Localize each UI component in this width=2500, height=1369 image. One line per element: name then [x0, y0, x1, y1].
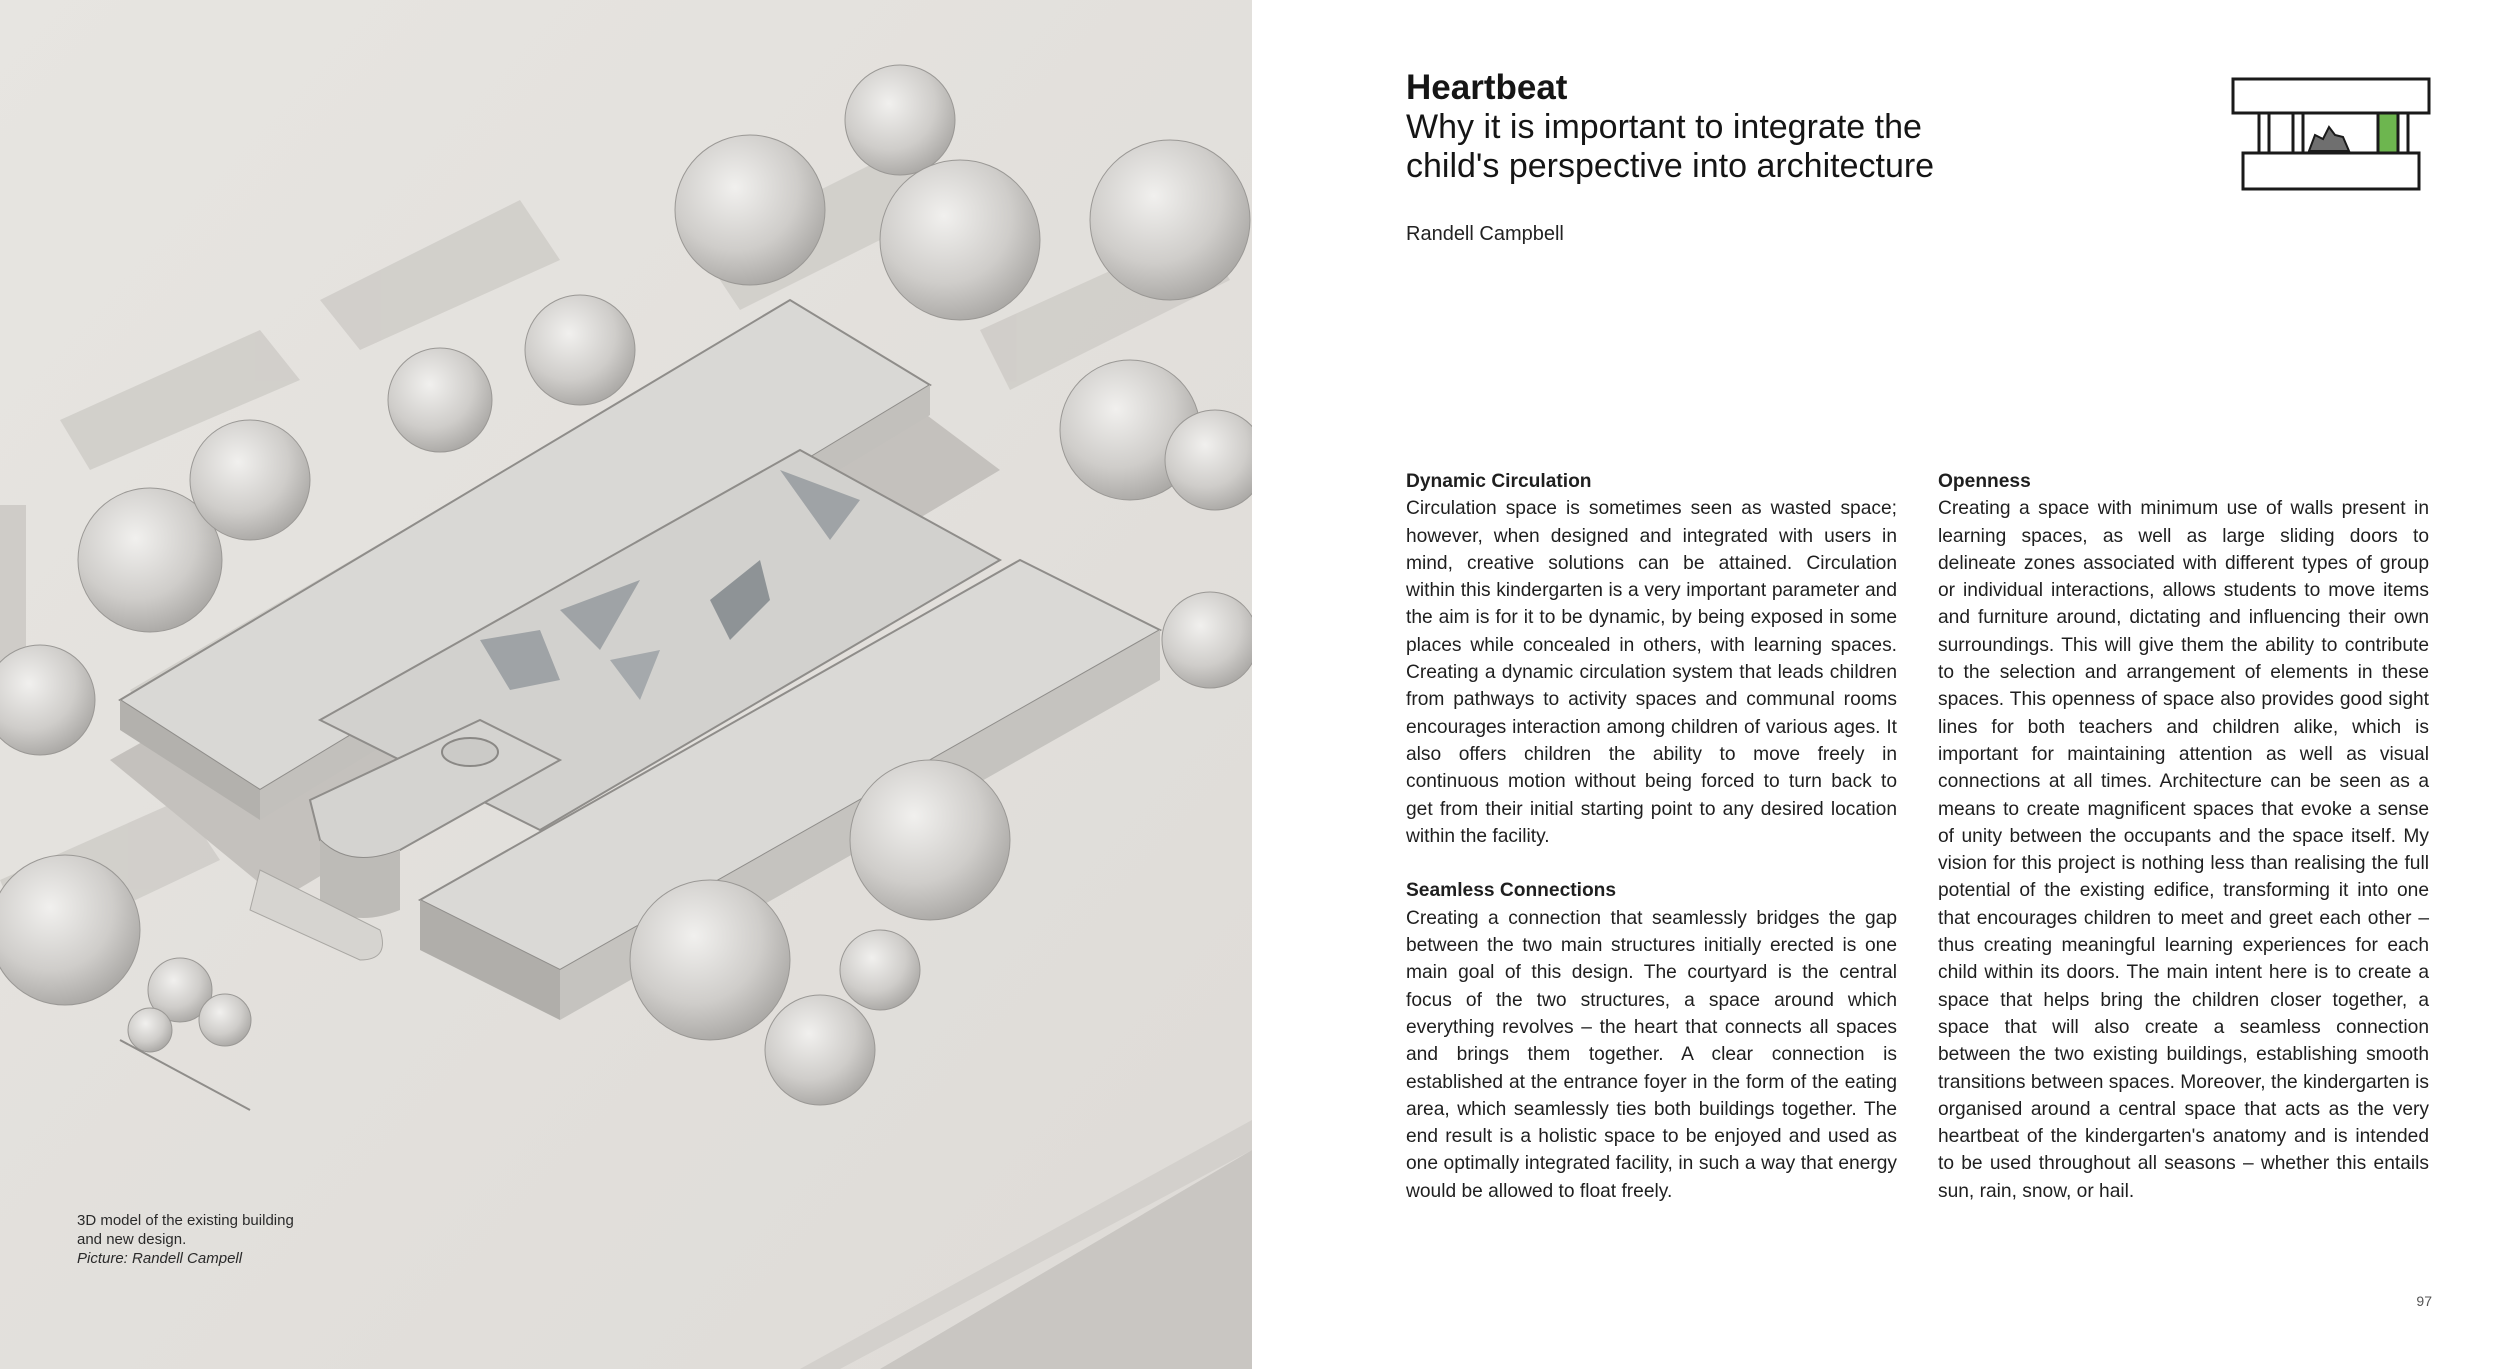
section-body-seamless-connections: Creating a connection that seamlessly bridges the gap between the two main structures initially erected is one main goal of this design. The courtyard is the central focus of the two structures, a space around which everything revolves – the heart that connects all spaces and brings them together. A clear connection is established at the entrance foyer in the form of the eating area, which seamlessly ties both buildings together. The end result is a holistic space to be enjoyed and used as one optimally integrated facility, in such a way that energy would be allowed to float freely. — [1406, 907, 1897, 1202]
caption-line-1: 3D model of the existing building — [77, 1212, 294, 1229]
page-number: 97 — [2416, 1293, 2432, 1309]
text-column-left — [1406, 468, 1897, 1205]
image-caption — [77, 1211, 437, 1268]
title-subtitle-line-1: Why it is important to integrate the — [1406, 108, 1922, 146]
article-page — [1252, 0, 2500, 1369]
section-body-dynamic-circulation: Circulation space is sometimes seen as wasted space; however, when designed and integrated with users in mind, creative solutions can be attained. Circulation within this kindergarten is a very important parameter and the aim is for it to be dynamic, by being exposed in some places while concealed in others, with learning spaces. Creating a dynamic circulation system that leads children from pathways to activity spaces and communal rooms encourages interaction among children of various ages. It also offers children the ability to move freely in continuous motion without being forced to turn back to get from their initial starting point to any desired location within the facility. — [1406, 498, 1897, 847]
caption-line-2: and new design. — [77, 1231, 187, 1248]
section-heading-openness: Openness — [1938, 471, 2031, 492]
section-logo-icon — [2231, 77, 2431, 193]
caption-credit: Picture: Randell Campell — [77, 1250, 243, 1267]
article-author: Randell Campbell — [1406, 223, 1564, 245]
section-heading-seamless-connections: Seamless Connections — [1406, 880, 1617, 902]
title-subtitle-line-2: child's perspective into architecture — [1406, 147, 1935, 185]
article-title — [1406, 68, 2166, 186]
section-body-openness: Creating a space with minimum use of walls present in learning spaces, as well as large sliding doors to delineate zones associated with different types of group or individual interactions, allows students to move items and furniture around, dictating and influencing their own surroundings. This will give them the ability to contribute to the selection and arrangement of elements in these spaces. This openness of space also provides good sight lines for both teachers and children alike, which is important for maintaining attention as well as visual connections at all times. Architecture can be seen as a means to create magnificent spaces that evoke a sense of unity between the occupants and the space itself. My vision for this project is nothing less than realising the full potential of the existing edifice, transforming it into one that encourages children to meet and greet each other – thus creating meaningful learning experiences for each child within its doors. The main intent here is to create a space that helps bring the children closer together, a space that will also create a seamless connection between the two existing buildings, establishing smooth transitions between spaces. Moreover, the kindergarten is organised around a central space that acts as the very heartbeat of the kindergarten's anatomy and is intended to be used throughout all seasons – whether this entails sun, rain, snow, or hail. — [1938, 498, 2429, 1202]
text-column-right — [1938, 468, 2429, 1205]
title-kicker: Heartbeat — [1406, 68, 1568, 107]
section-heading-dynamic-circulation: Dynamic Circulation — [1406, 471, 1592, 492]
